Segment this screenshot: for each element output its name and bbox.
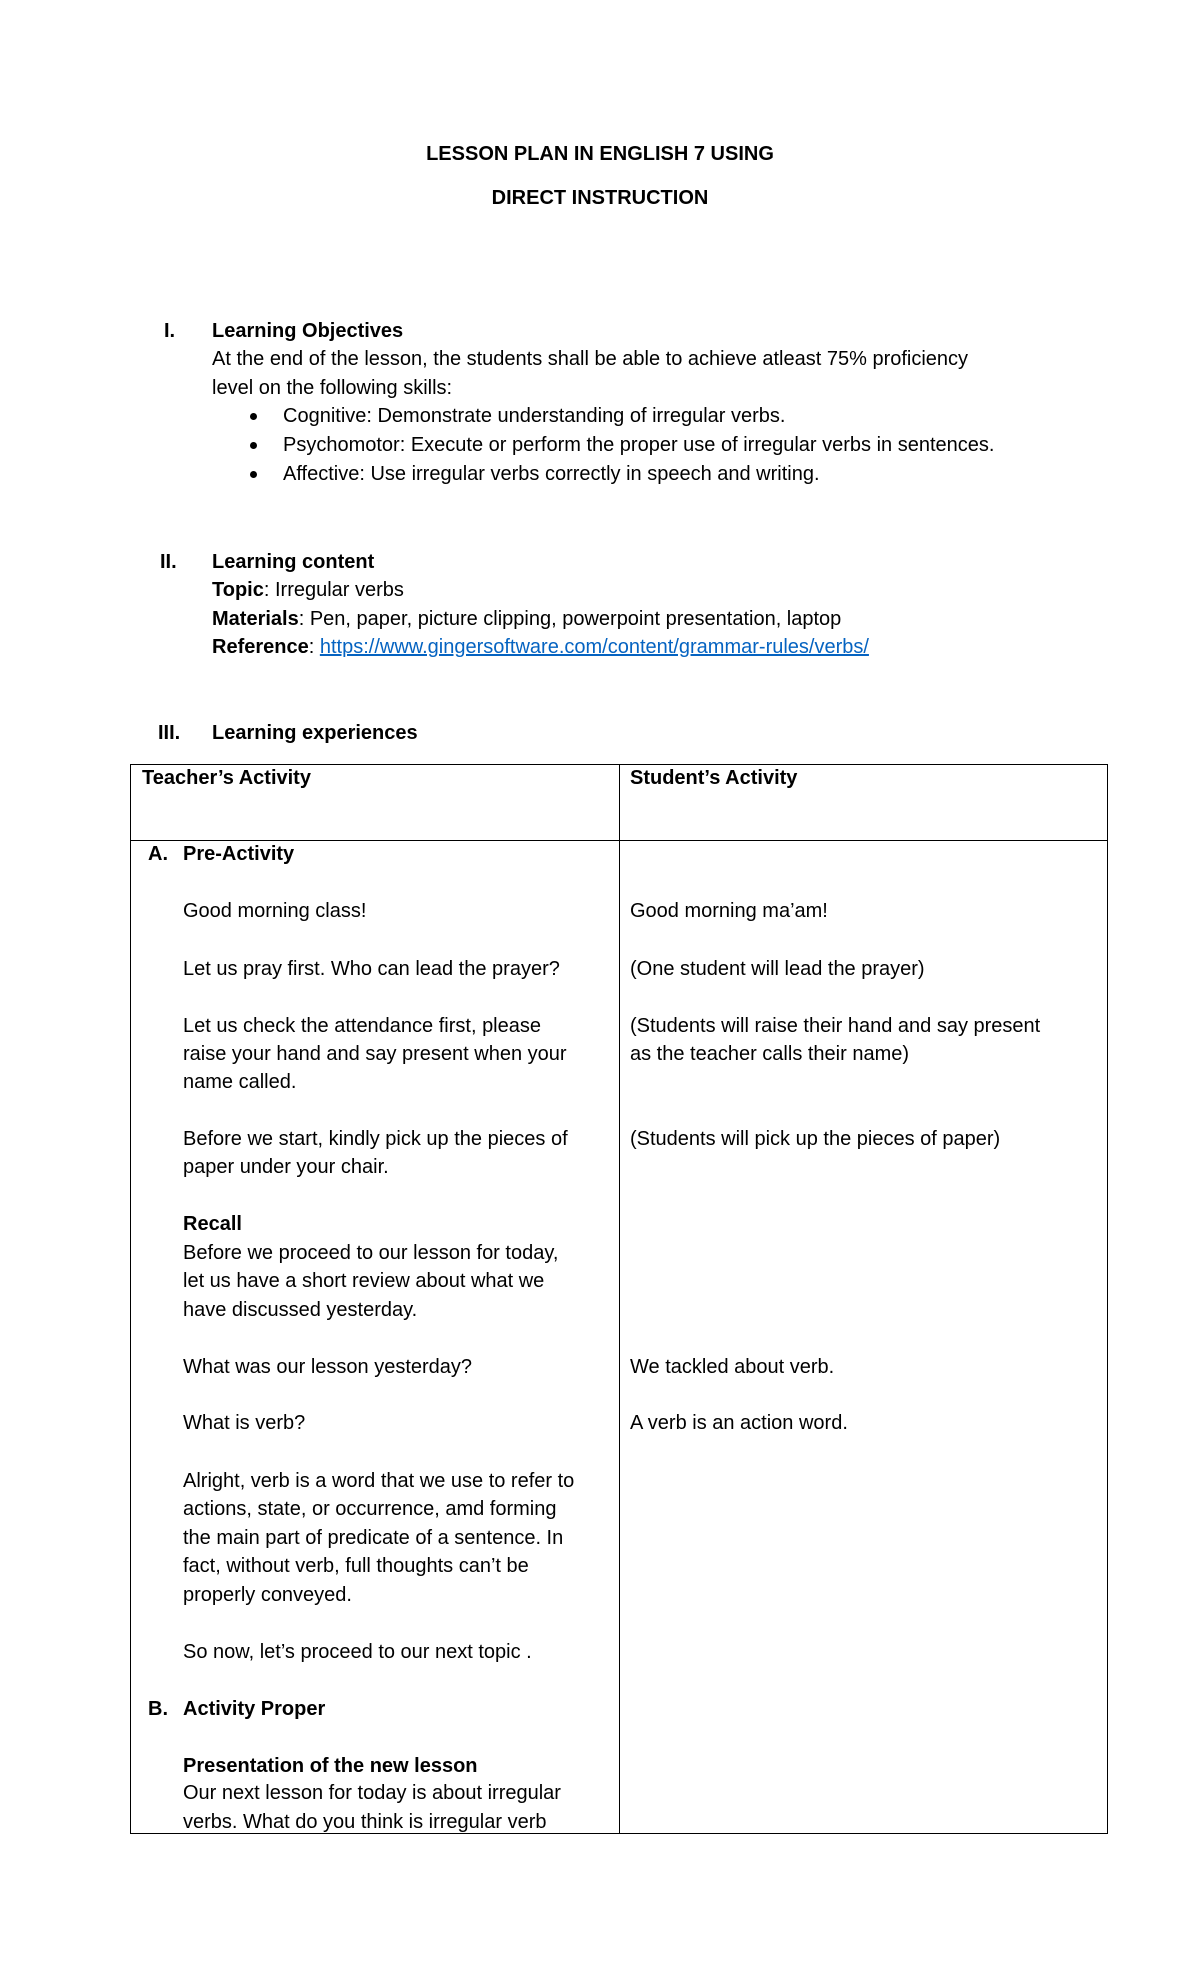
topic-line (212, 576, 404, 605)
section-3-numeral: III. (158, 722, 181, 744)
reference-link[interactable]: https://www.gingersoftware.com/content/grammar-rules/verbs/ (319, 636, 869, 658)
objectives-intro-1: At the end of the lesson, the students shall be able to achieve atleast 75% proficiency (212, 348, 969, 370)
title-line-1: LESSON PLAN IN ENGLISH 7 USING (426, 143, 774, 165)
student-activity-header: Student’s Activity (630, 767, 798, 789)
bullet-icon (250, 442, 257, 449)
section-a-letter: A. (148, 843, 168, 865)
recall-text-2: let us have a short review about what we (183, 1270, 545, 1292)
reference-line (212, 633, 869, 662)
section-a-heading: Pre-Activity (183, 843, 295, 865)
teacher-question-verb: What is verb? (183, 1412, 306, 1434)
teacher-pickup-1: Before we start, kindly pick up the pieces of (183, 1128, 568, 1150)
objectives-intro-2: level on the following skills: (212, 377, 453, 399)
teacher-greeting: Good morning class! (183, 900, 367, 922)
teacher-pickup-2: paper under your chair. (183, 1156, 389, 1178)
student-attendance-2: as the teacher calls their name) (630, 1043, 910, 1065)
student-answer-lesson: We tackled about verb. (630, 1356, 835, 1378)
materials-value: : Pen, paper, picture clipping, powerpoint presentation, laptop (298, 608, 842, 630)
teacher-prayer: Let us pray first. Who can lead the prayer? (183, 958, 560, 980)
teacher-attendance-3: name called. (183, 1071, 297, 1093)
objective-cognitive: Cognitive: Demonstrate understanding of irregular verbs. (283, 405, 786, 427)
section-1-numeral: I. (164, 320, 176, 342)
presentation-text-2: verbs. What do you think is irregular verb (183, 1811, 547, 1833)
recall-text-3: have discussed yesterday. (183, 1299, 418, 1321)
teacher-question-lesson: What was our lesson yesterday? (183, 1356, 473, 1378)
presentation-heading: Presentation of the new lesson (183, 1755, 478, 1777)
title-line-2: DIRECT INSTRUCTION (491, 187, 709, 209)
teacher-attendance-2: raise your hand and say present when your (183, 1043, 567, 1065)
section-b-heading: Activity Proper (183, 1698, 326, 1720)
section-1-heading: Learning Objectives (212, 320, 404, 342)
bullet-icon (250, 471, 257, 478)
verb-definition-4: fact, without verb, full thoughts can’t be (183, 1555, 529, 1577)
section-2-heading: Learning content (212, 551, 375, 573)
section-3-heading: Learning experiences (212, 722, 418, 744)
objective-psychomotor: Psychomotor: Execute or perform the proper use of irregular verbs in sentences. (283, 434, 995, 456)
column-divider (619, 765, 620, 1833)
topic-value: : Irregular verbs (263, 579, 404, 601)
recall-text-1: Before we proceed to our lesson for today, (183, 1242, 559, 1264)
materials-line (212, 605, 841, 634)
verb-definition-2: actions, state, or occurrence, amd forming (183, 1498, 557, 1520)
reference-label: Reference (212, 636, 309, 658)
bullet-icon (250, 413, 257, 420)
materials-label: Materials (212, 608, 299, 630)
verb-definition-1: Alright, verb is a word that we use to refer to (183, 1470, 575, 1492)
student-answer-verb: A verb is an action word. (630, 1412, 848, 1434)
student-greeting: Good morning ma’am! (630, 900, 828, 922)
verb-definition-5: properly conveyed. (183, 1584, 352, 1606)
student-prayer: (One student will lead the prayer) (630, 958, 925, 980)
recall-heading: Recall (183, 1213, 242, 1235)
section-b-letter: B. (148, 1698, 168, 1720)
teacher-attendance-1: Let us check the attendance first, please (183, 1015, 541, 1037)
student-pickup: (Students will pick up the pieces of paper) (630, 1128, 1001, 1150)
next-topic-text: So now, let’s proceed to our next topic . (183, 1641, 532, 1663)
student-attendance-1: (Students will raise their hand and say present (630, 1015, 1041, 1037)
objective-affective: Affective: Use irregular verbs correctly in speech and writing. (283, 463, 820, 485)
topic-label: Topic (212, 579, 264, 601)
section-2-numeral: II. (160, 551, 177, 573)
verb-definition-3: the main part of predicate of a sentence. In (183, 1527, 564, 1549)
reference-separator: : (308, 636, 320, 658)
teacher-activity-header: Teacher’s Activity (142, 767, 311, 789)
presentation-text-1: Our next lesson for today is about irregular (183, 1782, 561, 1804)
